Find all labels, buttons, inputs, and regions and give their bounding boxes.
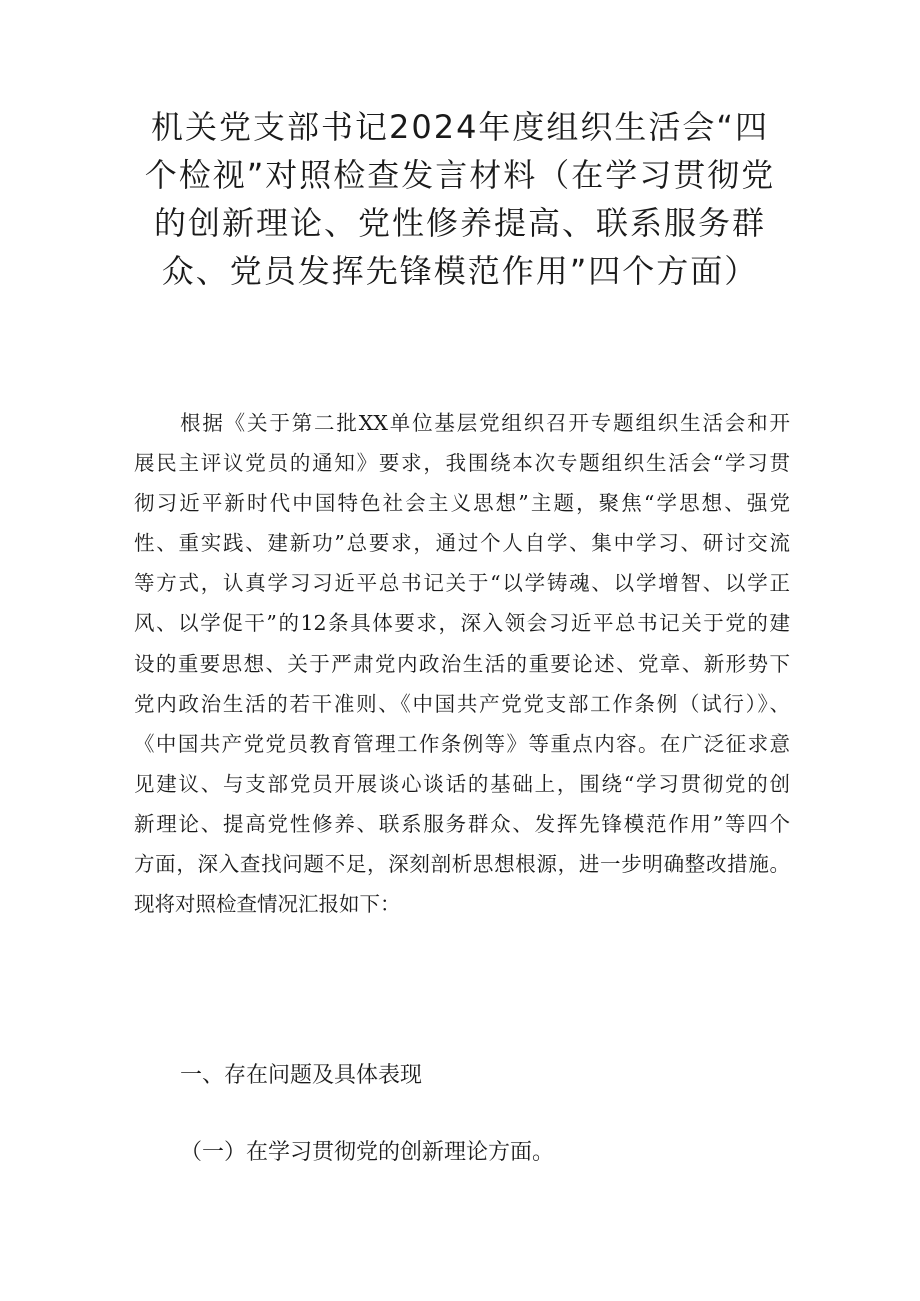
title-line: 众、党员发挥先锋模范作用”四个方面） <box>161 252 759 290</box>
paragraph-line: 性、重实践、建新功”总要求，通过个人自学、集中学习、研讨交流 <box>134 531 790 556</box>
title-line: 个检视”对照检查发言材料（在学习贯彻党 <box>144 156 776 194</box>
paragraph-line: 彻习近平新时代中国特色社会主义思想”主题，聚焦“学思想、强党 <box>134 491 790 516</box>
paragraph-line: 见建议、与支部党员开展谈心谈话的基础上，围绕“学习贯彻党的创 <box>134 771 790 796</box>
paragraph-line: 方面，深入查找问题不足，深刻剖析思想根源，进一步明确整改措施。 <box>134 852 790 877</box>
document-title <box>120 103 800 295</box>
paragraph-line: 设的重要思想、关于严肃党内政治生活的重要论述、党章、新形势下 <box>134 651 790 676</box>
paragraph-line: 党内政治生活的若干准则、《中国共产党党支部工作条例（试行）》、 <box>134 691 790 716</box>
paragraph-line: 等方式，认真学习习近平总书记关于“以学铸魂、以学增智、以学正 <box>134 571 790 596</box>
paragraph-line: 根据《关于第二批XX单位基层党组织召开专题组织生活会和开 <box>180 411 790 435</box>
paragraph-line: 新理论、提高党性修养、联系服务群众、发挥先锋模范作用”等四个 <box>134 811 790 836</box>
title-line: 的创新理论、党性修养提高、联系服务群 <box>153 204 766 242</box>
intro-paragraph <box>134 403 790 924</box>
section-heading: 一、存在问题及具体表现 <box>180 1063 423 1088</box>
paragraph-line: 现将对照检查情况汇报如下： <box>134 892 401 917</box>
subsection-heading: （一）在学习贯彻党的创新理论方面。 <box>180 1140 555 1165</box>
title-line: 机关党支部书记2024年度组织生活会“四 <box>150 108 770 146</box>
paragraph-line: 展民主评议党员的通知》要求，我围绕本次专题组织生活会“学习贯 <box>134 451 790 476</box>
paragraph-line: 风、以学促干”的12条具体要求，深入领会习近平总书记关于党的建 <box>134 611 790 636</box>
paragraph-line: 《中国共产党党员教育管理工作条例等》等重点内容。在广泛征求意 <box>134 731 790 756</box>
